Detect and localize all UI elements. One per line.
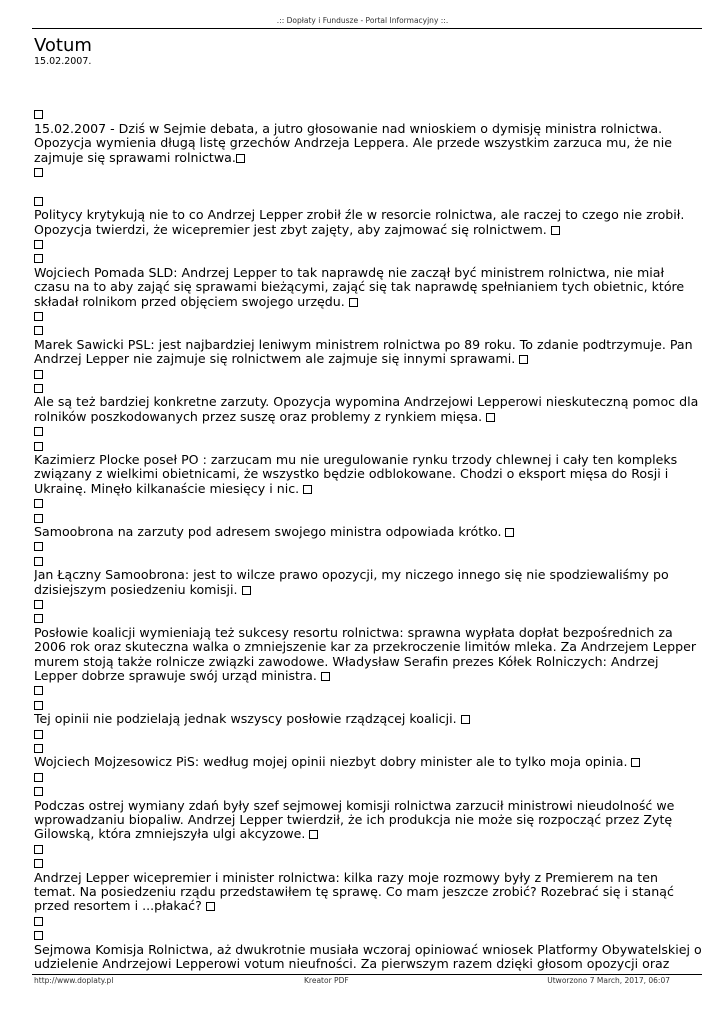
spacer [34,179,702,193]
article-paragraph: Samoobrona na zarzuty pod adresem swojego ministra odpowiada krótko. [34,525,702,539]
article-paragraph: Andrzej Lepper wicepremier i minister rolnictwa: kilka razy moje rozmowy były z Premierem na ten temat. Na posiedzeniu rządu przedstawiłem tę sprawę. Co mam jeszcze zrobić? Rozebrać się i stanąć przed resortem i ...płakać? [34,869,674,914]
missing-glyph-icon [34,240,43,249]
missing-glyph-icon [34,787,43,796]
article-paragraph: Tej opinii nie podzielają jednak wszyscy posłowie rządzącej koalicji. [34,712,702,726]
missing-glyph-icon [34,600,43,609]
footer-divider [32,974,702,975]
missing-glyph-icon [34,686,43,695]
missing-glyph-icon [34,542,43,551]
article-paragraph: Jan Łączny Samoobrona: jest to wilcze prawo opozycji, my niczego innego się nie spodziewaliśmy po dzisiejszym posiedzeniu komisji. [34,567,669,597]
article-paragraph: Ale są też bardziej konkretne zarzuty. Opozycja wypomina Andrzejowi Lepperowi nieskuteczną pomoc dla rolników poszkodowanych przez suszę oraz problemy z rynkiem mięsa. [34,394,699,424]
missing-glyph-icon [34,730,43,739]
article-paragraph: Kazimierz Plocke poseł PO : zarzucam mu nie uregulowanie rynku trzody chlewnej i cały ten kompleks związany z wielkimi obietnicami, że wszystko będzie odblokowane. Chodzi o eksport mięsa do Rosji i Ukrainę. Minęło kilkanaście miesięcy i nic. [34,451,678,496]
article-paragraph: 15.02.2007 - Dziś w Sejmie debata, a jutro głosowanie nad wnioskiem o dymisję ministra rolnictwa. Opozycja wymienia długą listę grzechów Andrzeja Leppera. Ale przede wszystkim zarzuca mu, że nie zajmuje się sprawami rolnictwa. [34,120,672,165]
missing-glyph-icon [34,859,43,868]
missing-glyph-icon [34,614,43,623]
header-divider [32,28,702,29]
missing-glyph-icon [242,586,251,595]
missing-glyph-icon [34,514,43,523]
article-date: 15.02.2007. [34,56,92,67]
missing-glyph-icon [34,557,43,566]
missing-glyph-icon [321,672,330,681]
missing-glyph-icon [34,254,43,263]
missing-glyph-icon [34,168,43,177]
missing-glyph-icon [631,758,640,767]
article-paragraph: Marek Sawicki PSL: jest najbardziej leniwym ministrem rolnictwa po 89 roku. To zdanie podtrzymuje. Pan Andrzej Lepper nie zajmuje się rolnictwem ale zajmuje się innymi sprawami. [34,336,693,367]
footer-url: http://www.doplaty.pl [34,976,114,985]
missing-glyph-icon [551,226,560,235]
article-paragraph: Posłowie koalicji wymieniają też sukcesy resortu rolnictwa: sprawna wypłata dopłat bezpośrednich za 2006 rok oraz skuteczna walka o zmniejszenie kar za przekroczenie limitów mleka. Za Andrzejem Lepper murem stoją także rolnicze związki zawodowe. Władysław Serafin prezes Kółek Rolniczych: Andrzej Lepper dobrze sprawuje swój urząd ministra. [34,624,697,683]
missing-glyph-icon [303,485,312,494]
missing-glyph-icon [486,413,495,422]
missing-glyph-icon [34,427,43,436]
missing-glyph-icon [34,499,43,508]
article-paragraph: Sejmowa Komisja Rolnictwa, aż dwukrotnie musiała wczoraj opiniować wniosek Platformy Obywatelskiej o udzielenie Andrzejowi Lepperowi votum nieufności. Za pierwszym razem dzięki głosom opozycji oraz [34,941,702,971]
article-paragraph: Podczas ostrej wymiany zdań były szef sejmowej komisji rolnictwa zarzucił ministrowi nieudolność we wprowadzaniu biopaliw. Andrzej Lepper twierdził, że ich produkcja nie może się rozpocząć przez Zytę Gilowską, która zmniejszyła ulgi akcyzowe. [34,797,675,842]
missing-glyph-icon [461,715,470,724]
missing-glyph-icon [34,701,43,710]
article-body [34,93,702,973]
missing-glyph-icon [519,355,528,364]
missing-glyph-icon [34,917,43,926]
spacer [34,93,702,107]
missing-glyph-icon [34,773,43,782]
missing-glyph-icon [34,744,43,753]
missing-glyph-icon [34,197,43,206]
footer-generator: Kreator PDF [304,976,349,985]
article-paragraph: Wojciech Pomada SLD: Andrzej Lepper to tak naprawdę nie zaczął być ministrem rolnictwa, nie miał czasu na to aby zająć się sprawami bieżącymi, zająć się tak naprawdę spełnianiem tych obietnic, które składał rolnikom przed objęciem swojego urzędu. [34,264,685,309]
article-paragraph: Politycy krytykują nie to co Andrzej Lepper zrobił źle w resorcie rolnictwa, ale raczej to czego nie zrobił. Opozycja twierdzi, że wicepremier jest zbyt zajęty, aby zajmować się rolnictwem. [34,207,685,237]
missing-glyph-icon [206,902,215,911]
missing-glyph-icon [505,528,514,537]
article-paragraph: Wojciech Mojzesowicz PiS: według mojej opinii niezbyt dobry minister ale to tylko moja opinia. [34,755,702,769]
missing-glyph-icon [34,312,43,321]
footer-created: Utworzono 7 March, 2017, 06:07 [547,976,670,985]
missing-glyph-icon [34,442,43,451]
page-header: .:: Dopłaty i Fundusze - Portal Informacyjny ::. [276,16,449,25]
missing-glyph-icon [34,845,43,854]
article-title: Votum [34,35,92,56]
missing-glyph-icon [34,931,43,940]
missing-glyph-icon [309,830,318,839]
missing-glyph-icon [34,326,43,335]
missing-glyph-icon [349,298,358,307]
missing-glyph-icon [34,384,43,393]
missing-glyph-icon [236,154,245,163]
missing-glyph-icon [34,370,43,379]
missing-glyph-icon [34,110,43,119]
